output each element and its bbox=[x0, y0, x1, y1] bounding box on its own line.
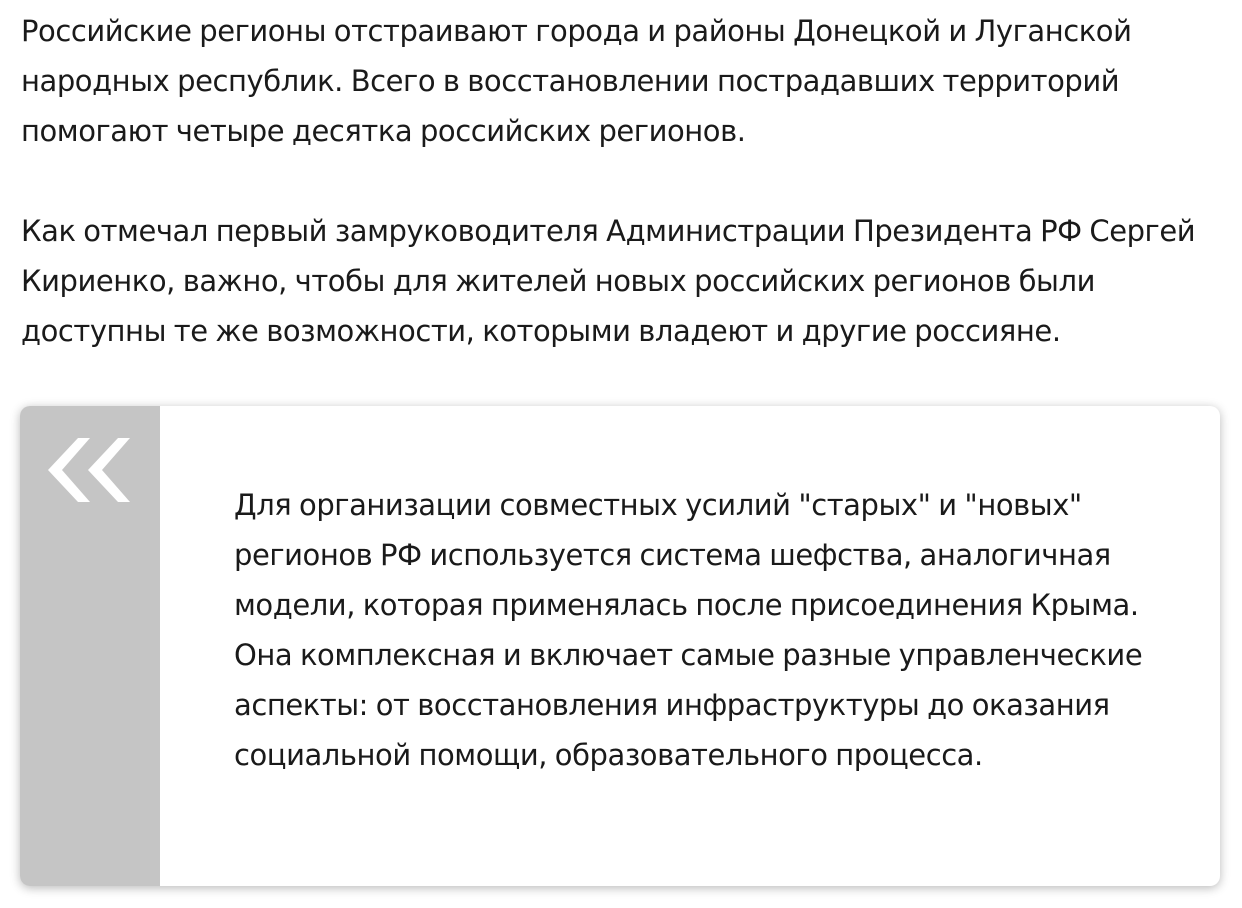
quote-open-icon bbox=[42, 426, 138, 506]
article-paragraph: Российские регионы отстраивают города и районы Донецкой и Луганской народных республик. Всего в восстановлении пострадавших территорий помогают четыре десятка российских регионов. bbox=[21, 14, 1132, 148]
quote-side-bar bbox=[20, 406, 160, 886]
quote-text: Для организации совместных усилий "старых" и "новых" регионов РФ используется система шефства, аналогичная модели, которая применялась после присоединения Крыма. Она комплексная и включает самые разные управленческие аспекты: от восстановления инфраструктуры до оказания социальной помощи, образовательного процесса. bbox=[234, 488, 1143, 772]
quote-block bbox=[20, 406, 1220, 886]
article-body bbox=[21, 6, 1221, 356]
article-paragraph: Как отмечал первый замруководителя Администрации Президента РФ Сергей Кириенко, важно, чтобы для жителей новых российских регионов были доступны те же возможности, которыми владеют и другие россияне. bbox=[21, 214, 1196, 348]
